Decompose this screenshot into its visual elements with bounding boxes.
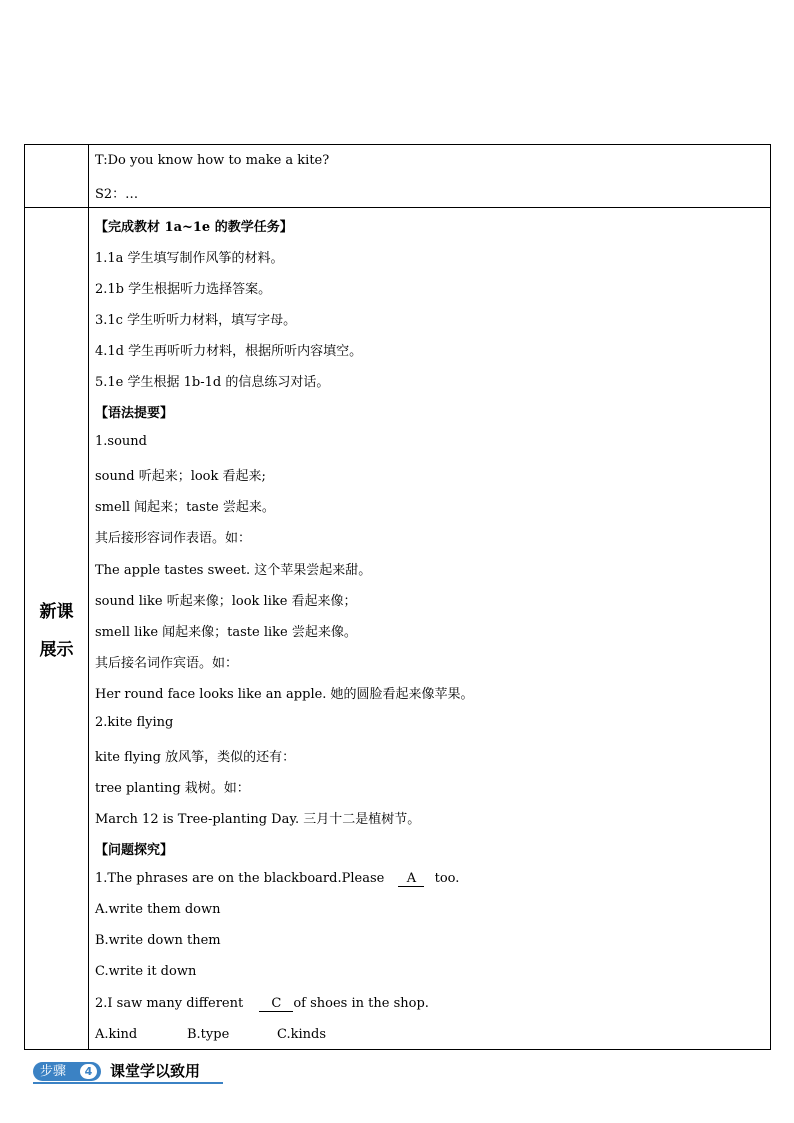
question-1-option: B.write down them [95, 933, 221, 948]
grammar-line: 其后接形容词作表语。如： [95, 531, 252, 546]
question-2-answer: C [259, 997, 293, 1012]
table-row-new-lesson [25, 208, 770, 1049]
question-2-option: A.kind [95, 1027, 138, 1042]
grammar-line: Her round face looks like an apple. 她的圆脸看起来像苹果。 [95, 687, 474, 702]
table-row-dialogue [25, 145, 770, 208]
grammar-line: tree planting 栽树。如： [95, 781, 250, 796]
lesson-table [24, 144, 771, 1050]
step-underline [33, 1082, 223, 1084]
question-1 [95, 871, 459, 887]
question-1-option: C.write it down [95, 964, 197, 979]
task-item: 3.1c 学生听听力材料，填写字母。 [95, 313, 297, 328]
task-heading: 【完成教材 1a~1e 的教学任务】 [95, 220, 293, 235]
question-2-option: C.kinds [277, 1027, 327, 1042]
question-2-option: B.type [187, 1027, 230, 1042]
grammar-line: smell 闻起来；taste 尝起来。 [95, 500, 275, 515]
grammar-line: kite flying 放风筝，类似的还有： [95, 750, 296, 765]
grammar-line: 2.kite flying [95, 715, 174, 730]
task-item: 5.1e 学生根据 1b-1d 的信息练习对话。 [95, 375, 330, 390]
section-content-cell [89, 208, 770, 1049]
step-badge [33, 1062, 101, 1081]
question-2-options [95, 1027, 326, 1042]
task-item: 1.1a 学生填写制作风筝的材料。 [95, 251, 284, 266]
section-label [25, 593, 88, 669]
step-title: 课堂学以致用 [110, 1062, 201, 1080]
step-badge-label: 步骤 [40, 1064, 67, 1079]
question-2 [95, 996, 429, 1012]
dialogue-line-student: S2：… [95, 187, 139, 202]
section-label-line-1: 新课 [39, 602, 74, 622]
question-1-stem: 1.The phrases are on the blackboard.Please [95, 871, 385, 886]
explore-heading: 【问题探究】 [95, 843, 174, 858]
question-1-tail: too. [434, 871, 460, 886]
grammar-line: smell like 闻起来像；taste like 尝起来像。 [95, 625, 357, 640]
row-label-cell-empty [25, 145, 89, 207]
task-item: 2.1b 学生根据听力选择答案。 [95, 282, 272, 297]
question-1-option: A.write them down [95, 902, 221, 917]
step-number-badge: 4 [80, 1064, 97, 1079]
dialogue-line-teacher: T:Do you know how to make a kite? [95, 153, 330, 168]
task-item: 4.1d 学生再听听力材料，根据所听内容填空。 [95, 344, 363, 359]
question-1-answer: A [398, 872, 424, 887]
grammar-line: sound like 听起来像；look like 看起来像； [95, 594, 357, 609]
grammar-line: sound 听起来；look 看起来; [95, 469, 266, 484]
grammar-line: 其后接名词作宾语。如： [95, 656, 239, 671]
row-content-cell [89, 145, 770, 207]
grammar-line: The apple tastes sweet. 这个苹果尝起来甜。 [95, 563, 372, 578]
question-2-stem: 2.I saw many different [95, 996, 244, 1011]
grammar-heading: 【语法提要】 [95, 406, 174, 421]
question-2-tail: of shoes in the shop. [293, 996, 429, 1011]
grammar-line: 1.sound [95, 434, 147, 449]
section-label-cell [25, 208, 89, 1049]
section-label-line-2: 展示 [39, 640, 74, 660]
grammar-line: March 12 is Tree-planting Day. 三月十二是植树节。 [95, 812, 421, 827]
